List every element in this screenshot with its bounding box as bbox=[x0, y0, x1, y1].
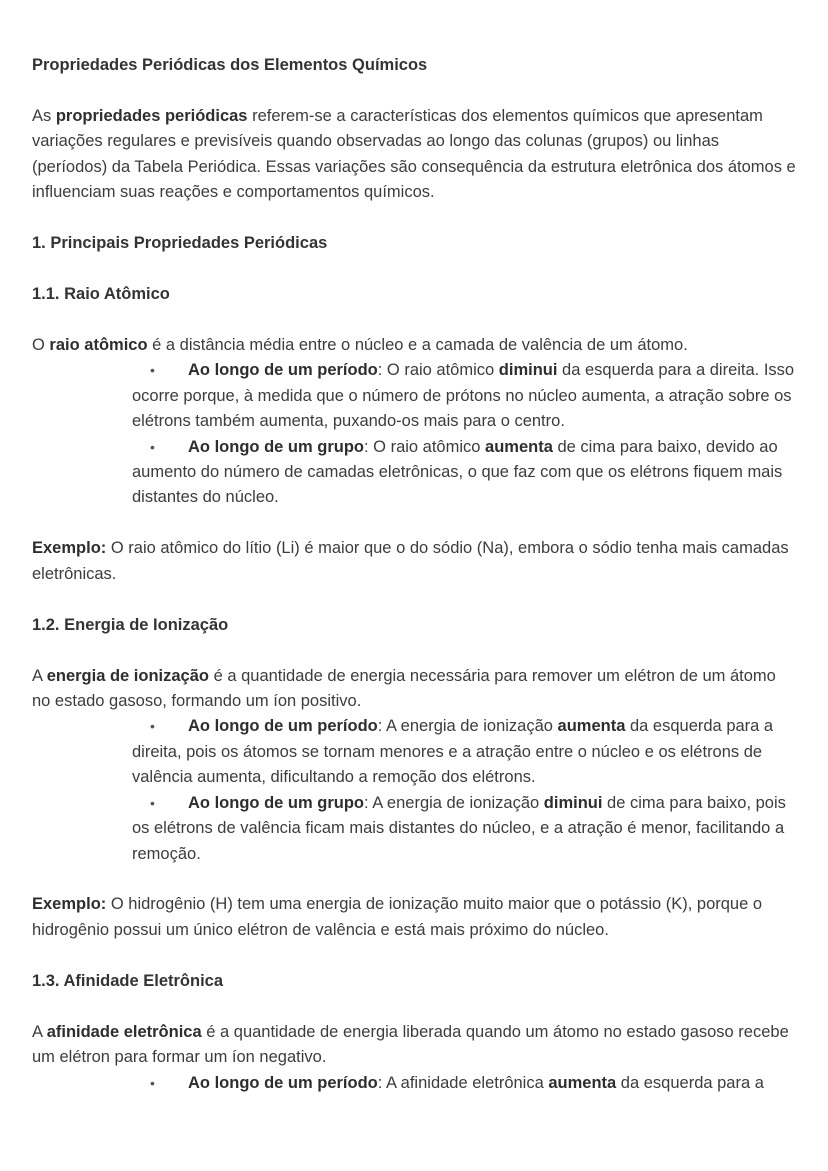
bullet-key-term: aumenta bbox=[548, 1073, 617, 1092]
bullet-label: Ao longo de um grupo bbox=[188, 793, 364, 812]
raio-def-text: é a distância média entre o núcleo e a camada de valência de um átomo. bbox=[147, 336, 688, 355]
bullet-label: Ao longo de um período bbox=[188, 717, 378, 736]
bullet-label: Ao longo de um período bbox=[188, 1073, 378, 1092]
intro-text: referem-se a características dos elementos químicos que apresentam variações regulares e previsíveis quando observadas ao longo das colunas (grupos) ou linhas (períodos) da Tabela Periódica. Essas variações são consequência da estrutura eletrônica dos átomos e influenciam suas reações e comportamentos químicos. bbox=[32, 106, 796, 202]
list-item bbox=[132, 358, 796, 434]
bullet-icon: • bbox=[150, 718, 155, 735]
list-item bbox=[132, 791, 796, 867]
list-item bbox=[132, 1071, 796, 1096]
bullet-icon: • bbox=[150, 1074, 155, 1091]
intro-paragraph bbox=[32, 104, 796, 206]
section-heading-energia-ionizacao: 1.2. Energia de Ionização bbox=[32, 615, 229, 634]
ionizacao-def-prefix: A bbox=[32, 666, 47, 685]
raio-example bbox=[32, 536, 796, 587]
afinidade-def-term: afinidade eletrônica bbox=[46, 1022, 202, 1041]
bullet-label: Ao longo de um grupo bbox=[188, 437, 364, 456]
section-heading-raio-atomico: 1.1. Raio Atômico bbox=[32, 285, 170, 304]
document-title: Propriedades Periódicas dos Elementos Químicos bbox=[32, 56, 428, 74]
list-item bbox=[132, 435, 796, 511]
spacer bbox=[32, 867, 796, 892]
bullet-text: da esquerda para a direita. Isso ocorre porque, à medida que o número de prótons no núcleo aumenta, a atração sobre os elétrons também aumenta, puxando-os mais para o centro. bbox=[132, 361, 795, 431]
bullet-text: : A energia de ionização bbox=[363, 793, 544, 812]
afinidade-def-text: é a quantidade de energia liberada quando um átomo no estado gasoso recebe um elétron para formar um íon negativo. bbox=[32, 1022, 789, 1067]
bullet-text: da esquerda para a direita, pois os átomos se tornam menores e a atração entre o núcleo e os elétrons de valência aumenta, dificultando a remoção dos elétrons. bbox=[132, 717, 774, 787]
bullet-icon: • bbox=[150, 362, 155, 379]
afinidade-definition bbox=[32, 1020, 796, 1071]
intro-prefix: As bbox=[32, 106, 56, 125]
raio-def-prefix: O bbox=[32, 336, 50, 355]
example-text: O hidrogênio (H) tem uma energia de ionização muito maior que o potássio (K), porque o hidrogênio possui um único elétron de valência e está mais próximo do núcleo. bbox=[32, 895, 763, 939]
bullet-text: de cima para baixo, pois os elétrons de valência ficam mais distantes do núcleo, e a atração é menor, facilitando a remoção. bbox=[132, 793, 786, 863]
bullet-text: : A afinidade eletrônica bbox=[377, 1073, 549, 1092]
ionizacao-def-term: energia de ionização bbox=[46, 666, 209, 685]
bullet-key-term: diminui bbox=[498, 361, 558, 380]
raio-bullet-list bbox=[32, 358, 796, 510]
ionizacao-def-text: é a quantidade de energia necessária para remover um elétron de um átomo no estado gasoso, formando um íon positivo. bbox=[32, 666, 776, 711]
example-text: O raio atômico do lítio (Li) é maior que o do sódio (Na), embora o sódio tenha mais camadas eletrônicas. bbox=[32, 539, 789, 583]
bullet-label: Ao longo de um período bbox=[188, 361, 378, 380]
section-heading-afinidade-eletronica: 1.3. Afinidade Eletrônica bbox=[32, 971, 224, 990]
bullet-text: da esquerda para a bbox=[616, 1073, 764, 1092]
bullet-key-term: aumenta bbox=[557, 717, 626, 736]
bullet-icon: • bbox=[150, 794, 155, 811]
section-heading-principais: 1. Principais Propriedades Periódicas bbox=[32, 234, 328, 253]
bullet-text: : A energia de ionização bbox=[377, 717, 558, 736]
spacer bbox=[32, 511, 796, 536]
intro-bold-term: propriedades periódicas bbox=[55, 106, 248, 125]
bullet-text: de cima para baixo, devido ao aumento do número de camadas eletrônicas, o que faz com que os elétrons fiquem mais distantes do núcleo. bbox=[132, 437, 783, 507]
ionizacao-bullet-list bbox=[32, 714, 796, 866]
raio-def-term: raio atômico bbox=[49, 336, 148, 355]
raio-definition bbox=[32, 333, 796, 358]
bullet-key-term: aumenta bbox=[485, 437, 553, 456]
list-item bbox=[132, 714, 796, 790]
ionizacao-example bbox=[32, 892, 796, 943]
bullet-text: : O raio atômico bbox=[377, 361, 499, 380]
bullet-icon: • bbox=[150, 438, 155, 455]
bullet-text: : O raio atômico bbox=[363, 437, 486, 456]
bullet-key-term: diminui bbox=[543, 793, 603, 812]
example-label: Exemplo: bbox=[32, 895, 107, 914]
afinidade-def-prefix: A bbox=[32, 1022, 47, 1041]
example-label: Exemplo: bbox=[32, 539, 107, 558]
ionizacao-definition bbox=[32, 664, 796, 715]
afinidade-bullet-list bbox=[32, 1071, 796, 1096]
